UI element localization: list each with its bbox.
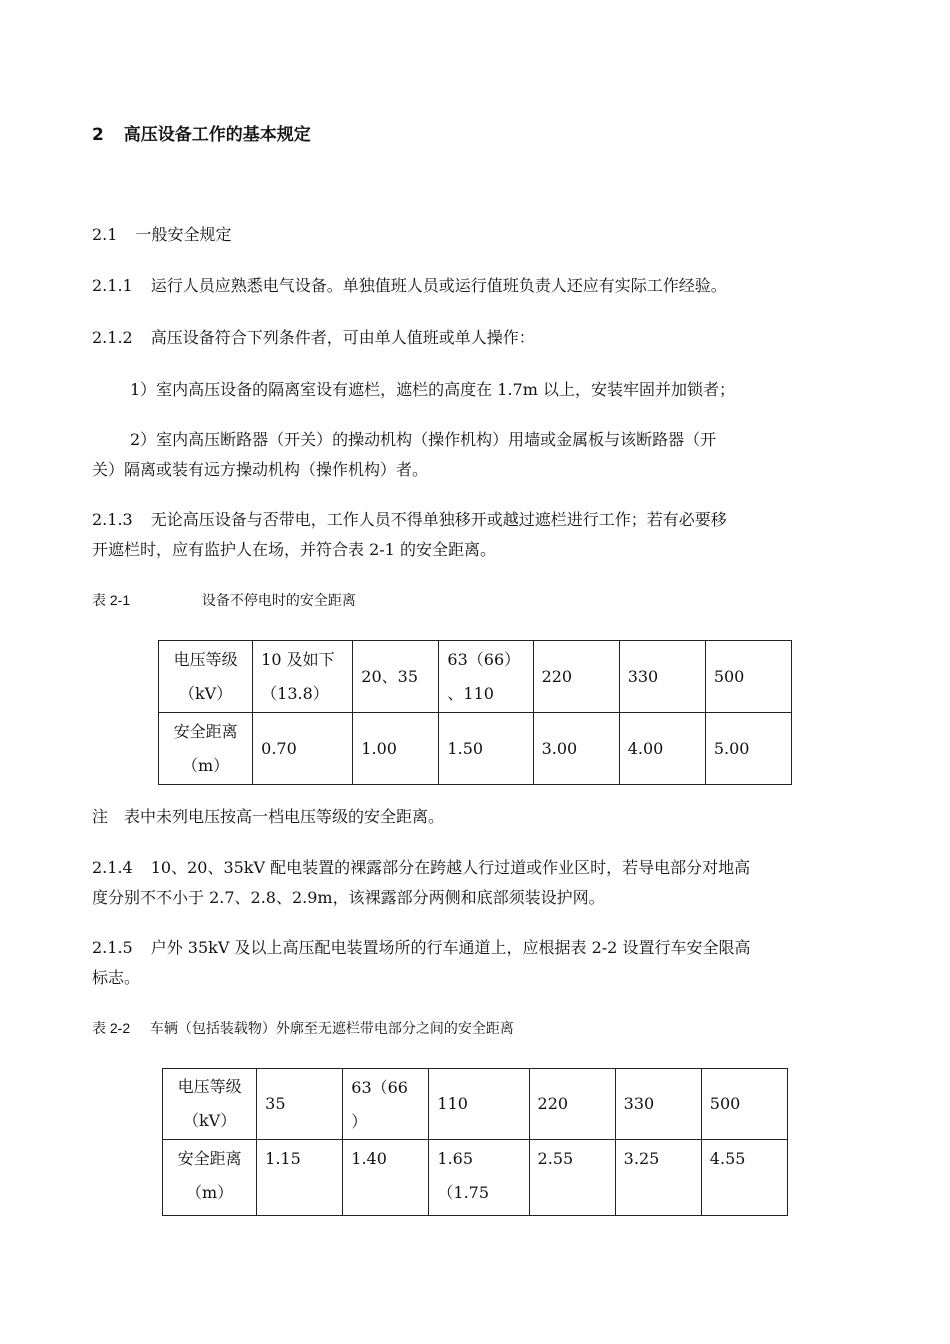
table-cell: 330 (615, 1069, 701, 1140)
clause-2-1-3 (92, 504, 727, 536)
table-row (159, 641, 792, 713)
header-cell: 安全距离 （m） (163, 1140, 257, 1216)
table-caption-2-1 (92, 590, 356, 610)
table-label: 表 2-2 (92, 1020, 131, 1036)
table-cell: 10 及如下 （13.8） (253, 641, 353, 713)
header-cell: 电压等级 （kV） (159, 641, 253, 713)
list-item-1: 1）室内高压设备的隔离室设有遮栏，遮栏的高度在 1.7m 以上，安装牢固并加锁者； (130, 380, 735, 399)
subsection-number: 2.1 (92, 225, 118, 244)
table-cell: 1.65 （1.75 (429, 1140, 529, 1216)
clause-text: 运行人员应熟悉电气设备。单独值班人员或运行值班负责人还应有实际工作经验。 (150, 276, 727, 295)
list-item-2-line1: 2）室内高压断路器（开关）的操动机构（操作机构）用墙或金属板与该断路器（开 (130, 430, 717, 449)
safety-distance-table-1 (158, 640, 792, 785)
table-title: 设备不停电时的安全距离 (201, 592, 356, 608)
table-cell: 500 (701, 1069, 787, 1140)
table-cell: 500 (705, 641, 791, 713)
table-cell: 20、35 (353, 641, 439, 713)
table-cell: 220 (533, 641, 619, 713)
table-cell: 330 (619, 641, 705, 713)
clause-text-line1: 户外 35kV 及以上高压配电装置场所的行车通道上，应根据表 2-2 设置行车安全限高 (150, 938, 751, 957)
header-cell: 电压等级 （kV） (163, 1069, 257, 1140)
table-cell: 110 (429, 1069, 529, 1140)
table-title: 车辆（包括装载物）外廓至无遮栏带电部分之间的安全距离 (149, 1020, 514, 1036)
list-item-2-line2: 关）隔离或装有远方操动机构（操作机构）者。 (92, 460, 429, 479)
clause-2-1-4 (92, 852, 750, 884)
table-caption-2-2 (92, 1018, 514, 1038)
table-row (159, 713, 792, 785)
table-cell: 3.25 (615, 1140, 701, 1216)
table-cell: 0.70 (253, 713, 353, 785)
clause-2-1-1 (92, 270, 727, 302)
clause-2-1-4-line2: 度分别不不小于 2.7、2.8、2.9m，该裸露部分两侧和底部须装设护网。 (92, 888, 605, 907)
clause-text: 高压设备符合下列条件者，可由单人值班或单人操作： (150, 328, 535, 347)
table-row (163, 1069, 788, 1140)
table-cell: 63（66） 、110 (439, 641, 533, 713)
clause-2-1-3-line2: 开遮栏时，应有监护人在场，并符合表 2-1 的安全距离。 (92, 540, 496, 559)
table-cell: 220 (529, 1069, 615, 1140)
clause-text-line1: 10、20、35kV 配电装置的裸露部分在跨越人行过道或作业区时，若导电部分对地高 (150, 858, 751, 877)
clause-number: 2.1.4 (92, 858, 133, 877)
header-cell: 安全距离 （m） (159, 713, 253, 785)
table-note: 注 表中未列电压按高一档电压等级的安全距离。 (92, 807, 445, 826)
clause-text-line1: 无论高压设备与否带电，工作人员不得单独移开或越过遮栏进行工作；若有必要移 (150, 510, 727, 529)
clause-number: 2.1.5 (92, 938, 133, 957)
table-cell: 35 (257, 1069, 343, 1140)
clause-number: 2.1.2 (92, 328, 133, 347)
table-cell: 1.15 (257, 1140, 343, 1216)
section-title: 高压设备工作的基本规定 (123, 125, 311, 145)
section-heading (92, 120, 311, 145)
clause-number: 2.1.1 (92, 276, 133, 295)
table-cell: 1.50 (439, 713, 533, 785)
table-cell: 2.55 (529, 1140, 615, 1216)
table-cell: 63（66 ） (343, 1069, 429, 1140)
clause-2-1-5-line2: 标志。 (92, 968, 141, 987)
table-cell: 4.55 (701, 1140, 787, 1216)
table-cell: 1.00 (353, 713, 439, 785)
subsection-2-1 (92, 219, 231, 251)
clause-number: 2.1.3 (92, 510, 133, 529)
table-cell: 5.00 (705, 713, 791, 785)
table-cell: 3.00 (533, 713, 619, 785)
clause-2-1-2 (92, 322, 535, 354)
table-label: 表 2-1 (92, 592, 131, 608)
section-number: 2 (92, 125, 104, 145)
safety-distance-table-2 (162, 1068, 788, 1216)
table-row (163, 1140, 788, 1216)
subsection-title: 一般安全规定 (135, 225, 232, 244)
table-cell: 4.00 (619, 713, 705, 785)
clause-2-1-5 (92, 932, 750, 964)
table-cell: 1.40 (343, 1140, 429, 1216)
